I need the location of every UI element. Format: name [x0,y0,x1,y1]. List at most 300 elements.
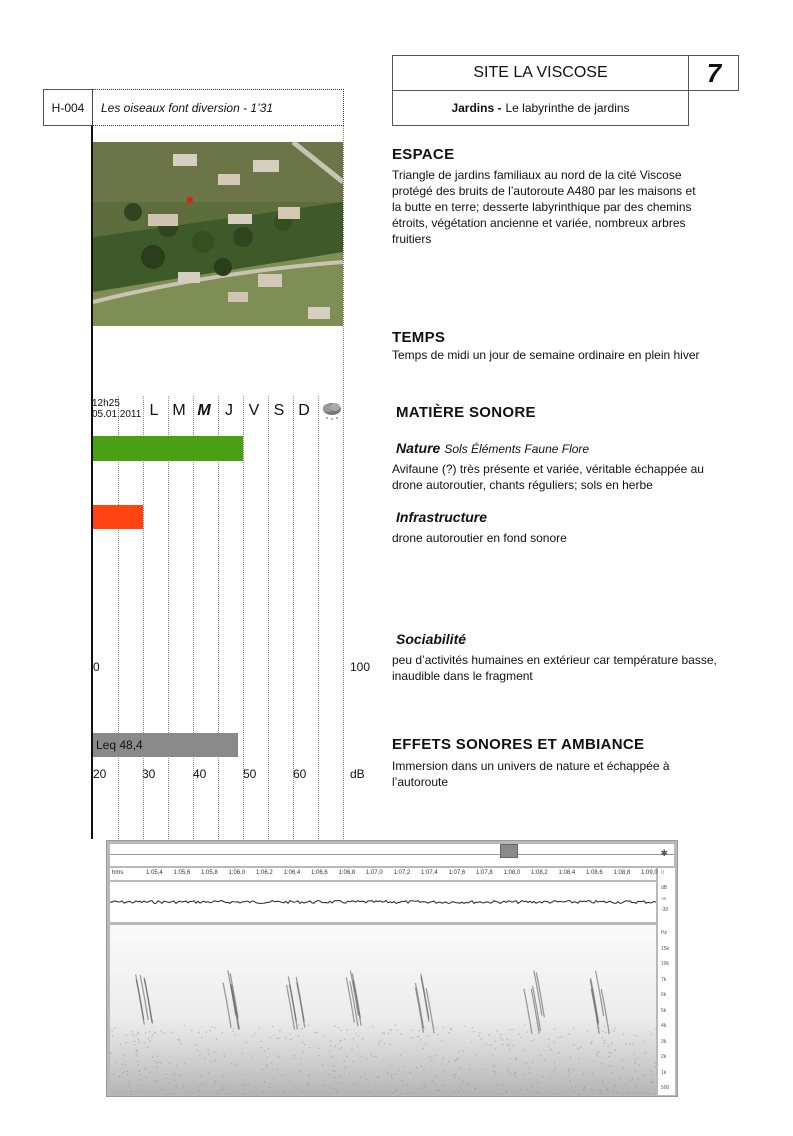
spectrogram-noise [633,1053,635,1055]
spectrogram-noise [138,1038,140,1040]
spectrogram-noise [141,1091,143,1093]
spectrogram-noise [635,1071,637,1073]
spectrogram-noise [346,1056,348,1058]
spectrogram-noise [279,1030,281,1032]
spectrogram-noise [597,1055,599,1057]
spectrogram-noise [441,1040,443,1042]
spectrogram-noise [204,1058,206,1060]
cloud-icon [320,400,344,427]
spectrogram-noise [528,1068,530,1070]
spectrogram-noise [413,1037,415,1039]
spectrogram-noise [461,1067,463,1069]
spectrogram-noise [334,1088,336,1090]
spectrogram-noise [141,1084,143,1086]
spectrogram-noise [532,1061,534,1063]
spectrogram-noise [300,1070,302,1072]
spectrogram-noise [221,1087,223,1089]
spectrogram-noise [172,1031,174,1033]
spectrogram-noise [385,1085,387,1087]
effets-text: Immersion dans un univers de nature et échappée à l’autoroute [392,759,670,789]
db-tick: 20 [93,767,107,781]
spectrogram-noise [123,1054,125,1056]
spectrogram-noise [611,1052,613,1054]
grid-line [268,396,269,839]
ruler-tick: 1:05,4 [146,870,163,876]
audio-editor [106,840,678,1097]
spectrogram-noise [519,1033,521,1035]
spectrogram-noise [200,1075,202,1077]
spectrogram-noise [147,1046,149,1048]
spectrogram-noise [436,1027,438,1029]
spectrogram-noise [495,1066,497,1068]
spectrogram-noise [591,1043,593,1045]
spectrogram-noise [277,1055,279,1057]
spectrogram-noise [635,1085,637,1087]
spectrogram-noise [442,1026,444,1028]
spectrogram-noise [423,1027,425,1029]
spectrogram-noise [593,1060,595,1062]
spectrogram-noise [145,1032,147,1034]
spectrogram-noise [158,1061,160,1063]
spectrogram-noise [455,1073,457,1075]
spectrogram-noise [475,1054,477,1056]
spectrogram-noise [462,1081,464,1083]
spectrogram-noise [602,1079,604,1081]
spectrogram-noise [494,1041,496,1043]
spectrogram-noise [404,1066,406,1068]
spectrogram-noise [598,1027,600,1029]
spectrogram-noise [174,1072,176,1074]
spectrogram-noise [622,1060,624,1062]
spectrogram-noise [397,1029,399,1031]
spectrogram-noise [205,1031,207,1033]
spectrogram-noise [113,1073,115,1075]
spectrogram-noise [629,1043,631,1045]
spectrogram-noise [152,1056,154,1058]
spectrogram-noise [208,1053,210,1055]
spectrogram-noise [596,1053,598,1055]
temps-heading: TEMPS [392,329,446,346]
audio-overview[interactable] [110,844,674,866]
spectrogram-noise [340,1075,342,1077]
spectrogram-noise [425,1043,427,1045]
spectrogram-noise [245,1042,247,1044]
recording-time [92,398,141,420]
spectrogram-noise [391,1074,393,1076]
spectrogram-noise [273,1078,275,1080]
spectrogram-noise [154,1032,156,1034]
spectrogram-noise [400,1033,402,1035]
spectrogram-noise [224,1056,226,1058]
spectrogram-noise [583,1090,585,1092]
db-tick: 30 [142,767,156,781]
spectrogram-noise [278,1037,280,1039]
spectrogram-noise [508,1043,510,1045]
headphone-icon[interactable]: ∩ [660,869,666,876]
ruler-tick: 1:07,8 [476,870,493,876]
spectrogram-noise [542,1076,544,1078]
ruler-tick: 1:07,2 [393,870,411,876]
spectrogram-noise [126,1071,128,1073]
nature-title: Nature [396,440,441,456]
spectrogram-noise [455,1060,457,1062]
hz-scale-label: 15k [661,945,670,952]
spectrogram-noise [591,1041,593,1043]
spectrogram-noise [282,1075,284,1077]
spectrogram-noise [162,1032,164,1034]
spectrogram-noise [334,1077,336,1079]
spectrogram-noise [179,1075,181,1077]
spectrogram-noise [531,1040,533,1042]
spectrogram-noise [302,1051,304,1053]
spectrogram-noise [272,1025,274,1027]
spectrogram-noise [607,1065,609,1067]
spectrogram-noise [341,1047,343,1049]
spectrogram-noise [122,1091,124,1093]
spectrogram-noise [388,1033,390,1035]
spectrogram-noise [510,1029,512,1031]
spectrogram-noise [384,1032,386,1034]
ruler-tick: 1:08,4 [558,870,576,876]
spectrogram-noise [526,1031,528,1033]
spectrogram-noise [448,1061,450,1063]
aerial-photo [93,142,343,326]
spectrogram-noise [293,1057,295,1059]
spectrogram-noise [651,1081,653,1083]
spectrogram-noise [302,1041,304,1043]
spectrogram-noise [264,1081,266,1083]
spectrogram-noise [423,1069,425,1071]
spectrogram-noise [614,1028,616,1030]
spectrogram-noise [544,1059,546,1061]
spectrogram-noise [333,1065,335,1067]
spectrogram-noise [532,1086,534,1088]
nature-heading [396,440,589,456]
spectrogram-noise [372,1056,374,1058]
spectrogram-noise [592,1072,594,1074]
spectrogram-noise [166,1073,168,1075]
spectrogram-noise [149,1040,151,1042]
spectrogram-noise [353,1083,355,1085]
spectrogram-noise [635,1059,637,1061]
spectrogram-noise [297,1035,299,1037]
spectrogram-noise [433,1025,435,1027]
spectrogram-noise [129,1084,131,1086]
spectrogram-noise [309,1047,311,1049]
spectrogram-noise [435,1055,437,1057]
hz-scale-label: 10k [661,961,670,967]
spectrogram-noise [418,1030,420,1032]
spectrogram-noise [222,1089,224,1091]
spectrogram-noise [631,1078,633,1080]
hz-scale-label: 3k [661,1038,667,1045]
spectrogram-noise [398,1069,400,1071]
spectrogram-noise [473,1031,475,1033]
spectrogram-noise [139,1070,141,1072]
day-saturday: S [273,402,285,419]
spectrogram-noise [515,1071,517,1073]
spectrogram-noise [225,1093,227,1095]
hz-scale-label: 1k [661,1069,667,1076]
spectrogram-noise [346,1029,348,1031]
spectrogram-noise [479,1032,481,1034]
spectrogram-noise [616,1092,618,1094]
temps-text: Temps de midi un jour de semaine ordinaire en plein hiver [392,348,700,362]
spectrogram-noise [410,1037,412,1039]
spectrogram-noise [328,1074,330,1076]
spectrogram-noise [207,1049,209,1051]
spectrogram-noise [529,1072,531,1074]
site-subtitle [392,90,689,126]
spectrogram-noise [548,1046,550,1048]
spectrogram-noise [122,1064,124,1066]
spectrogram-noise [650,1070,652,1072]
spectrogram-noise [211,1061,213,1063]
waveform [110,882,656,922]
spectrogram-noise [378,1044,380,1046]
spectrogram-noise [490,1044,492,1046]
spectrogram-noise [537,1082,539,1084]
nature-subtitle: Sols Éléments Faune Flore [444,442,590,456]
spectrogram-noise [337,1082,339,1084]
spectrogram-noise [580,1046,582,1048]
spectrogram-noise [148,1038,150,1040]
spectrogram-noise [537,1092,539,1094]
spectrogram-noise [125,1064,127,1066]
spectrogram-noise [411,1030,413,1032]
spectrogram-noise [474,1088,476,1090]
spectrogram-noise [491,1054,493,1056]
spectrogram-noise [485,1044,487,1046]
grid-line [168,396,169,839]
spectrogram-noise [176,1065,178,1067]
spectrogram-noise [242,1053,244,1055]
scroll-thumb[interactable] [500,844,518,858]
spectrogram-noise [604,1043,606,1045]
spectrogram-noise [395,1090,397,1092]
spectrogram-noise [301,1028,303,1030]
spectrogram-noise [569,1072,571,1074]
spectrogram-noise [184,1025,186,1027]
spectrogram-noise [507,1068,509,1070]
record-id: H-004 [43,89,93,126]
spectrogram-noise [651,1074,653,1076]
spectrogram-noise [263,1091,265,1093]
spectrogram-noise [416,1067,418,1069]
spectrogram-noise [645,1052,647,1054]
spectrogram-noise [573,1044,575,1046]
spectrogram-noise [524,1024,526,1026]
spectrogram-noise [214,1051,216,1053]
spectrogram-noise [300,1057,302,1059]
spectrogram-noise [364,1073,366,1075]
spectrogram-noise [626,1092,628,1094]
nature-level-bar [93,436,243,461]
spectrogram-noise [421,1087,423,1089]
spectrogram-noise [429,1056,431,1058]
ruler-tick: 1:07,6 [448,870,466,876]
spectrogram-noise [560,1036,562,1038]
spectrogram-noise [362,1038,364,1040]
spectrogram-noise [165,1078,167,1080]
spectrogram-noise [384,1043,386,1045]
spectrogram-noise [601,1082,603,1084]
spectrogram-noise [583,1087,585,1089]
spectrogram-noise [156,1080,158,1082]
spectrogram-noise [506,1039,508,1041]
spectrogram-noise [458,1068,460,1070]
spectrogram-noise [467,1083,469,1085]
spectrogram-noise [494,1048,496,1050]
spectrogram-noise [266,1066,268,1068]
spectrogram-noise [308,1083,310,1085]
spectrogram-noise [271,1063,273,1065]
spectrogram-noise [502,1044,504,1046]
spectrogram-noise [208,1072,210,1074]
hz-scale-label: 6k [661,992,667,998]
spectrogram-noise [344,1038,346,1040]
spectrogram-noise [393,1092,395,1094]
spectrogram-noise [199,1090,201,1092]
spectrogram-noise [495,1074,497,1076]
spectrogram-noise [634,1062,636,1064]
db-scale-label: -∞ [661,896,667,902]
db-scale-label: dB [661,885,668,891]
time-ruler [110,868,656,880]
spectrogram-noise [637,1057,639,1059]
spectrogram-noise [269,1087,271,1089]
spectrogram-noise [625,1043,627,1045]
spectrogram-noise [318,1055,320,1057]
spectrogram-noise [127,1074,129,1076]
spectrogram-noise [290,1038,292,1040]
spectrogram-noise [330,1045,332,1047]
spectrogram-noise [432,1081,434,1083]
spectrogram-noise [587,1030,589,1032]
spectrogram-noise [358,1035,360,1037]
spectrogram-noise [569,1080,571,1082]
spectrogram-noise [289,1033,291,1035]
site-subtitle-text: Le labyrinthe de jardins [505,101,630,115]
site-title: SITE LA VISCOSE [392,55,689,91]
day-monday: L [149,402,159,419]
spectrogram-noise [633,1034,635,1036]
social-text: peu d’activités humaines en extérieur car température basse, inaudible dans le fragment [392,653,717,683]
spectrogram-noise [448,1032,450,1034]
spectrogram-noise [548,1039,550,1041]
spectrogram-noise [608,1052,610,1054]
spectrogram-noise [307,1084,309,1086]
spectrogram-noise [344,1067,346,1069]
spectrogram-noise [422,1047,424,1049]
spectrogram-noise [568,1069,570,1071]
spectrogram-noise [458,1051,460,1053]
spectrogram-noise [437,1034,439,1036]
spectrogram-noise [600,1090,602,1092]
spectrogram-noise [583,1073,585,1075]
infrastructure-level-bar [93,505,143,529]
spectrogram-noise [515,1059,517,1061]
spectrogram-noise [390,1029,392,1031]
hz-scale-label: 5k [661,1007,667,1014]
spectrogram-noise [169,1062,171,1064]
zoom-icon[interactable]: ✱ [660,848,668,858]
spectrogram-noise [461,1089,463,1091]
spectrogram-noise [614,1085,616,1087]
spectrogram-noise [598,1051,600,1053]
spectrogram-noise [136,1054,138,1056]
spectrogram-noise [209,1030,211,1032]
hz-scale-label: Hz [661,930,668,936]
spectrogram-noise [480,1038,482,1040]
spectrogram-noise [604,1025,606,1027]
spectrogram-noise [247,1084,249,1086]
audio-scale-panel [658,868,675,1095]
espace-heading: ESPACE [392,146,455,163]
spectrogram-noise [500,1034,502,1036]
spectrogram-noise [173,1093,175,1095]
spectrogram-noise [349,1073,351,1075]
spectrogram-noise [613,1030,615,1032]
spectrogram-noise [553,1069,555,1071]
spectrogram-noise [524,1063,526,1065]
spectrogram-noise [273,1034,275,1036]
spectrogram-noise [457,1057,459,1059]
spectrogram-noise [372,1026,374,1028]
day-tuesday: M [172,402,186,419]
spectrogram-noise [184,1063,186,1065]
spectrogram-noise [370,1054,372,1056]
spectrogram-noise [241,1073,243,1075]
spectrogram-noise [335,1045,337,1047]
spectrogram-noise [284,1091,286,1093]
spectrogram-noise [323,1036,325,1038]
spectrogram-noise [270,1037,272,1039]
spectrogram-noise [366,1058,368,1060]
spectrogram-noise [391,1077,393,1079]
spectrogram-noise [222,1032,224,1034]
spectrogram-noise [136,1050,138,1052]
spectrogram-noise [156,1055,158,1057]
spectrogram-noise [214,1083,216,1085]
ruler-tick: 1:05,8 [201,870,218,876]
spectrogram-noise [357,1046,359,1048]
spectrogram-noise [540,1055,542,1057]
spectrogram-noise [473,1085,475,1087]
spectrogram-noise [478,1035,480,1037]
spectrogram-noise [463,1025,465,1027]
spectrogram-noise [492,1066,494,1068]
spectrogram-noise [395,1073,397,1075]
spectrogram-noise [122,1072,124,1074]
spectrogram-noise [222,1076,224,1078]
spectrogram-noise [176,1087,178,1089]
spectrogram-noise [591,1090,593,1092]
spectrogram-noise [553,1041,555,1043]
time-text: 12h25 [92,398,120,409]
spectrogram-noise [336,1090,338,1092]
spectrogram-noise [279,1057,281,1059]
spectrogram-noise [394,1024,396,1026]
spectrogram-noise [322,1064,324,1066]
spectrogram-noise [575,1087,577,1089]
spectrogram-noise [632,1044,634,1046]
spectrogram-noise [573,1028,575,1030]
spectrogram-noise [568,1076,570,1078]
spectrogram-noise [417,1036,419,1038]
day-friday: V [248,402,260,419]
spectrogram-noise [444,1070,446,1072]
